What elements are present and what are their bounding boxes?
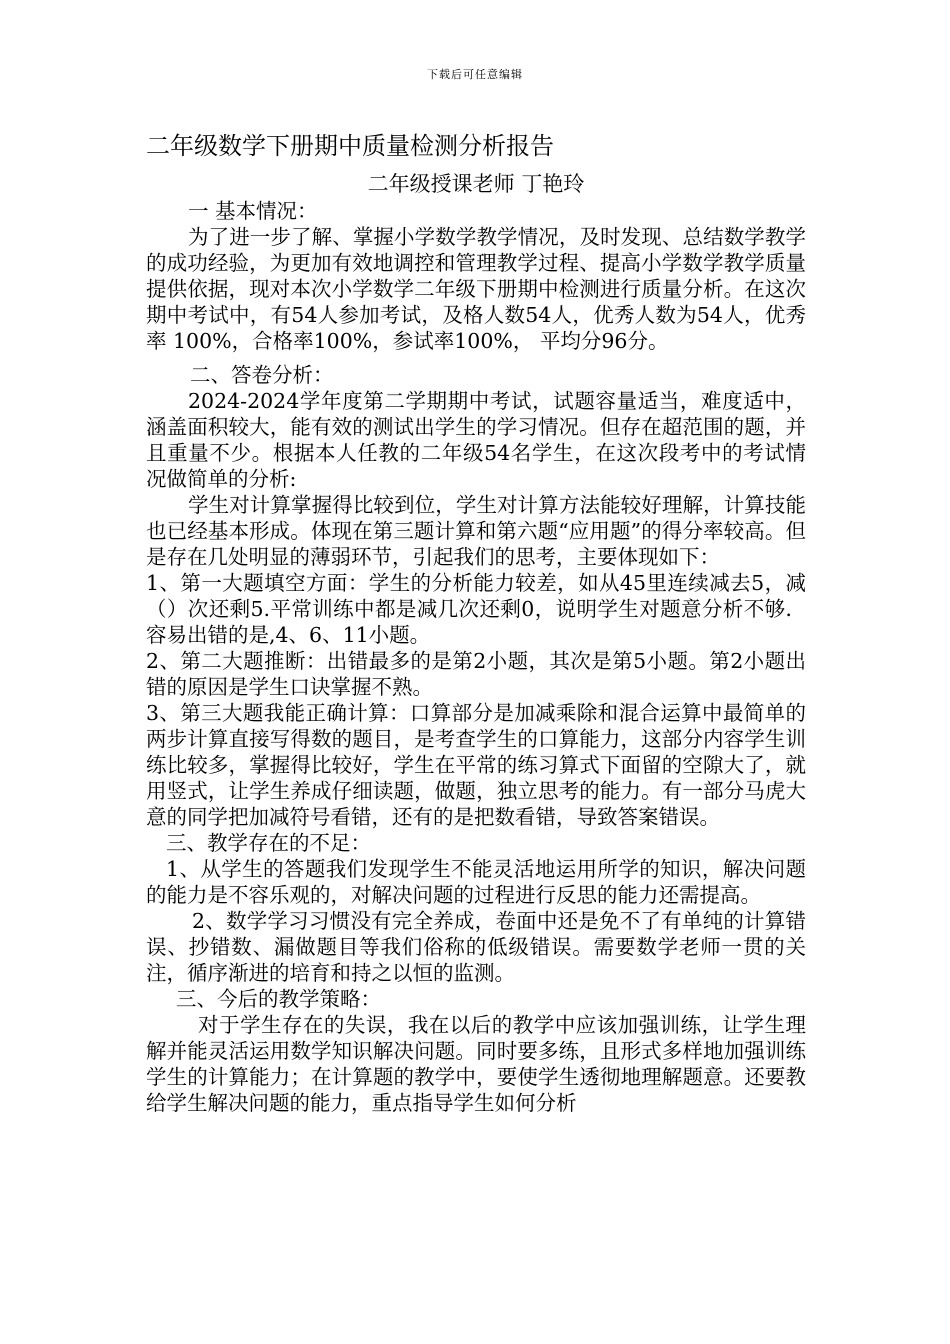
strategy-paragraph: 对于学生存在的失误，我在以后的教学中应该加强训练，让学生理解并能灵活运用数学知识解决问题。同时要多练，且形式多样地加强训练学生的计算能力；在计算题的教学中，要使学生透彻地理解题意。还要教给学生解决问题的能力，重点指导学生如何分析: [146, 1013, 806, 1115]
document-author: 二年级授课老师 丁艳玲: [367, 172, 585, 196]
page-header-note: 下载后可任意编辑: [427, 68, 523, 81]
answer-analysis-item-3: 3、第三大题我能正确计算：口算部分是加减乘除和混合运算中最简单的两步计算直接写得数的题目，是考查学生的口算能力，这部分内容学生训练比较多，掌握得比较好，学生在平常的练习算式下面留的空隙大了，就用竖式，让学生养成仔细读题，做题，独立思考的能力。有一部分马虎大意的同学把加减符号看错，还有的是把数看错，导致答案错误。: [146, 701, 806, 829]
document-title: 二年级数学下册期中质量检测分析报告: [146, 132, 554, 160]
answer-analysis-item-2: 2、第二大题推断：出错最多的是第2小题，其次是第5小题。第2小题出错的原因是学生口诀掌握不熟。: [146, 649, 806, 699]
section-basic-paragraph: [146, 224, 806, 354]
answer-analysis-paragraph-1: 2024-2024学年度第二学期期中考试，试题容量适当，难度适中，涵盖面积较大，能有效的测试出学生的学习情况。但存在超范围的题，并且重量不少。根据本人任教的二年级54名学生，在这次段考中的考试情况做简单的分析:: [146, 389, 806, 491]
shortcomings-item-1: 1、从学生的答题我们发现学生不能灵活地运用所学的知识，解决问题的能力是不容乐观的，对解决问题的过程进行反思的能力还需提高。: [146, 857, 806, 907]
answer-analysis-item-1: 1、第一大题填空方面：学生的分析能力较差，如从45里连续减去5，减（）次还剩5.平常训练中都是减几次还剩0，说明学生对题意分析不够．容易出错的是,4、6、11小题。: [146, 571, 806, 647]
section-heading-answer-analysis: 二、答卷分析：: [190, 363, 334, 387]
section-heading-basic: 一 基本情况：: [188, 199, 318, 223]
section-basic-text: 为了进一步了解、掌握小学数学教学情况，及时发现、总结数学教学的成功经验，为更加有效地调控和管理教学过程、提高小学数学教学质量提供依据，现对本次小学数学二年级下册期中检测进行质量分析。在这次期中考试中，有54人参加考试，及格人数54人，优秀人数为54人，优秀率 100%，合格率100%，参试率100%， 平均分96分。: [146, 225, 806, 353]
shortcomings-item-2: 2、数学学习习惯没有完全养成，卷面中还是免不了有单纯的计算错误、抄错数、漏做题目等我们俗称的低级错误。需要数学老师一贯的关注，循序渐进的培育和持之以恒的监测。: [146, 909, 806, 985]
document-body: [146, 131, 806, 1116]
section-heading-strategy: 三、今后的教学策略：: [176, 987, 381, 1011]
answer-analysis-paragraph-2: 学生对计算掌握得比较到位，学生对计算方法能较好理解，计算技能也已经基本形成。体现在第三题计算和第六题“应用题”的得分率较高。但是存在几处明显的薄弱环节，引起我们的思考，主要体现如下：: [146, 493, 806, 569]
section-heading-shortcomings: 三、教学存在的不足：: [166, 831, 371, 855]
